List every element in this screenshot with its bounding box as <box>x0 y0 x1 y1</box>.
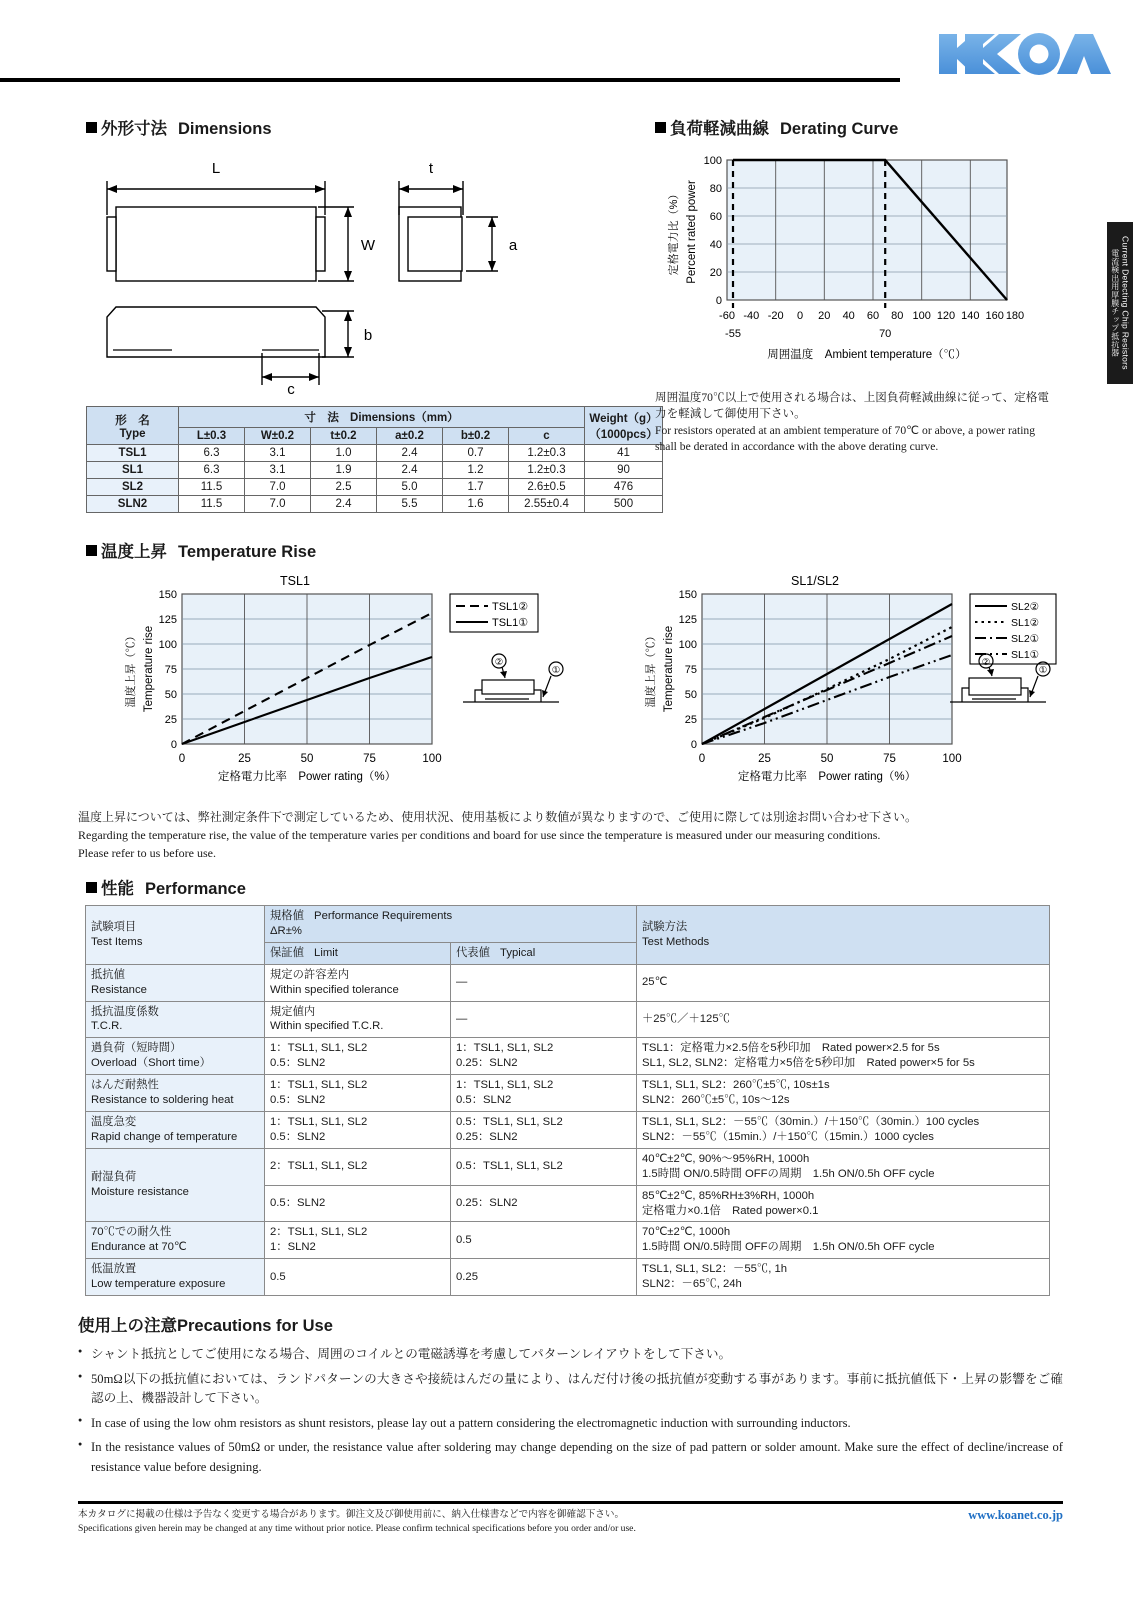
cell-method: TSL1, SL1, SL2：－55℃, 1h SLN2：－65℃, 24h <box>637 1259 1050 1296</box>
svg-text:-40: -40 <box>743 310 760 322</box>
precautions-title-en: Precautions for Use <box>177 1317 333 1335</box>
svg-text:100: 100 <box>942 753 962 765</box>
cell-method: 85℃±2℃, 85%RH±3%RH, 1000h 定格電力×0.1倍 Rated power×0.1 <box>637 1185 1050 1222</box>
svg-text:80: 80 <box>709 183 722 195</box>
perf-col-test-methods: 試験方法 Test Methods <box>637 906 1050 965</box>
svg-text:160: 160 <box>985 310 1004 322</box>
tsl1-ylabel-jp: 温度上昇（℃） <box>125 630 137 708</box>
col-type: 形 名 Type <box>87 407 179 445</box>
cell-a: 2.4 <box>377 445 443 462</box>
cell-W: 7.0 <box>245 479 311 496</box>
table-row <box>87 479 663 496</box>
col-weight: Weight（g） （1000pcs） <box>585 407 663 445</box>
tsl1-xlabel: 定格電力比率 Power rating（%） <box>217 771 397 783</box>
cell-type: TSL1 <box>87 445 179 462</box>
cell-typical: 0.25 <box>451 1259 637 1296</box>
svg-text:0: 0 <box>715 295 722 307</box>
svg-text:TSL1②: TSL1② <box>492 601 529 613</box>
cell-test-item: はんだ耐熱性 Resistance to soldering heat <box>86 1075 265 1112</box>
cell-b: 0.7 <box>443 445 509 462</box>
cell-type: SL2 <box>87 479 179 496</box>
dimensions-title-en: Dimensions <box>178 120 272 138</box>
table-row <box>86 1075 1050 1112</box>
cell-a: 2.4 <box>377 462 443 479</box>
chart-title-tsl1: TSL1 <box>280 574 310 588</box>
svg-text:25: 25 <box>758 753 771 765</box>
cell-t: 1.0 <box>311 445 377 462</box>
cell-limit: 規定の許容差内 Within specified tolerance <box>265 964 451 1001</box>
table-row <box>86 1001 1050 1038</box>
cell-weight: 90 <box>585 462 663 479</box>
section-title-dimensions <box>86 115 272 139</box>
svg-text:-60: -60 <box>719 310 735 322</box>
cell-limit: 1：TSL1, SL1, SL2 0.5：SLN2 <box>265 1111 451 1148</box>
cell-method: TSL1, SL1, SL2：－55℃（30min.）/＋150℃（30min.）100 cycles SLN2：－55℃（15min.）/＋150℃（15min.）1000 cycles <box>637 1111 1050 1148</box>
cell-W: 3.1 <box>245 445 311 462</box>
derating-chart <box>655 142 1035 372</box>
table-row <box>86 964 1050 1001</box>
cell-method: 70℃±2℃, 1000h 1.5時間 ON/0.5時間 OFFの周期 1.5h ON/0.5h OFF cycle <box>637 1222 1050 1259</box>
side-tab-jp: 電流検出用厚膜チップ抵抗器 <box>1110 249 1120 357</box>
svg-text:②: ② <box>494 657 504 668</box>
footer-text-jp: 本カタログに掲載の仕様は予告なく変更する場合があります。御注文及び御使用前に、納入仕様書などで内容を御確認下さい。 <box>78 1509 625 1520</box>
svg-text:100: 100 <box>158 639 177 651</box>
performance-title-en: Performance <box>145 880 246 898</box>
cell-L: 11.5 <box>179 479 245 496</box>
table-row <box>86 1259 1050 1296</box>
table-header-row <box>87 407 663 428</box>
svg-text:75: 75 <box>883 753 896 765</box>
derating-note-jp: 周囲温度70℃以上で使用される場合は、上図負荷軽減曲線に従って、定格電力を軽減して御使用下さい。 <box>655 391 1049 421</box>
cell-weight: 476 <box>585 479 663 496</box>
cell-c: 1.2±0.3 <box>509 462 585 479</box>
cell-weight: 500 <box>585 496 663 513</box>
tsl1-legend <box>450 594 538 632</box>
precautions-title-jp: 使用上の注意 <box>78 1317 177 1335</box>
col-L: L±0.3 <box>179 428 245 445</box>
sl1sl2-ylabel-jp: 温度上昇（℃） <box>645 630 657 708</box>
footer-rule <box>78 1501 1063 1504</box>
svg-text:①: ① <box>1038 665 1048 676</box>
svg-text:80: 80 <box>891 310 904 322</box>
chart-title-sl1sl2: SL1/SL2 <box>791 574 839 588</box>
svg-text:②: ② <box>981 657 991 668</box>
svg-text:120: 120 <box>936 310 956 322</box>
cell-test-item: 過負荷（短時間） Overload（Short time） <box>86 1038 265 1075</box>
performance-title-jp: 性能 <box>101 880 134 898</box>
temp-rise-note-en2: Please refer to us before use. <box>78 846 216 860</box>
cell-limit: 1：TSL1, SL1, SL2 0.5：SLN2 <box>265 1038 451 1075</box>
cell-typical: 0.25：SLN2 <box>451 1185 637 1222</box>
precaution-item: ● シャント抵抗としてご使用になる場合、周囲のコイルとの電磁誘導を考慮してパターンレイアウトをして下さい。 <box>78 1345 1063 1365</box>
cell-method: ＋25℃／＋125℃ <box>637 1001 1050 1038</box>
dim-label-W: W <box>360 237 376 254</box>
svg-text:50: 50 <box>820 753 834 765</box>
cell-t: 2.4 <box>311 496 377 513</box>
tsl1-ylabel-en: Temperature rise <box>143 625 155 713</box>
cell-W: 7.0 <box>245 496 311 513</box>
cell-method: TSL1, SL1, SL2：260℃±5℃, 10s±1s SLN2：260℃±5℃, 10s〜12s <box>637 1075 1050 1112</box>
cell-typical: — <box>451 964 637 1001</box>
temp-rise-note-jp: 温度上昇については、弊社測定条件下で測定しているため、使用状況、使用基板により数値が異なりますので、ご使用に際しては別途お問い合わせ下さい。 <box>78 810 918 824</box>
cell-test-item: 低温放置 Low temperature exposure <box>86 1259 265 1296</box>
bullet-square-icon <box>86 882 97 893</box>
performance-table <box>85 905 1050 1296</box>
svg-text:100: 100 <box>422 753 442 765</box>
svg-text:SL2②: SL2② <box>1011 601 1040 613</box>
col-a: a±0.2 <box>377 428 443 445</box>
svg-text:0: 0 <box>690 739 697 751</box>
precautions-section <box>78 1312 1063 1482</box>
table-row <box>87 462 663 479</box>
cell-type: SLN2 <box>87 496 179 513</box>
cell-b: 1.7 <box>443 479 509 496</box>
col-dimensions-group: 寸 法 Dimensions（mm） <box>179 407 585 428</box>
svg-text:20: 20 <box>709 267 722 279</box>
cell-b: 1.2 <box>443 462 509 479</box>
cell-c: 2.6±0.5 <box>509 479 585 496</box>
svg-text:0: 0 <box>796 310 804 322</box>
side-tab <box>1107 222 1133 384</box>
derating-ylabel-jp: 定格電力比（%） <box>668 188 680 276</box>
cell-a: 5.5 <box>377 496 443 513</box>
cell-method: TSL1：定格電力×2.5倍を5秒印加 Rated power×2.5 for 5s SL1, SL2, SLN2：定格電力×5倍を5秒印加 Rated power×5 for 5s <box>637 1038 1050 1075</box>
svg-text:150: 150 <box>158 589 177 601</box>
svg-text:0: 0 <box>178 753 186 765</box>
svg-text:100: 100 <box>703 155 722 167</box>
svg-text:70: 70 <box>879 328 892 340</box>
section-title-derating <box>655 115 898 139</box>
precaution-item: ● In case of using the low ohm resistors as shunt resistors, please lay out a pattern considering the electromagnetic induction with surrounding inductors. <box>78 1414 1063 1434</box>
svg-text:40: 40 <box>709 239 722 251</box>
col-c: c <box>509 428 585 445</box>
svg-text:125: 125 <box>678 614 697 626</box>
cell-typical: 0.5：TSL1, SL1, SL2 <box>451 1148 637 1185</box>
col-t: t±0.2 <box>311 428 377 445</box>
section-title-performance <box>86 875 246 899</box>
dim-label-a: a <box>508 237 518 254</box>
derating-title-jp: 負荷軽減曲線 <box>670 120 769 138</box>
cell-b: 1.6 <box>443 496 509 513</box>
footer-url[interactable]: www.koanet.co.jp <box>968 1508 1063 1522</box>
tsl1-package-callout <box>455 652 570 712</box>
footer <box>78 1508 1063 1537</box>
bullet-square-icon <box>655 122 666 133</box>
svg-text:SL1①: SL1① <box>1011 649 1040 661</box>
bullet-square-icon <box>86 545 97 556</box>
cell-limit: 規定値内 Within specified T.C.R. <box>265 1001 451 1038</box>
svg-text:60: 60 <box>709 211 722 223</box>
cell-t: 2.5 <box>311 479 377 496</box>
sl1sl2-ylabel-en: Temperature rise <box>663 625 675 713</box>
cell-typical: — <box>451 1001 637 1038</box>
table-row <box>86 1038 1050 1075</box>
cell-type: SL1 <box>87 462 179 479</box>
cell-L: 6.3 <box>179 462 245 479</box>
cell-limit: 1：TSL1, SL1, SL2 0.5：SLN2 <box>265 1075 451 1112</box>
svg-text:40: 40 <box>842 310 855 322</box>
cell-c: 1.2±0.3 <box>509 445 585 462</box>
perf-col-typical: 代表値 Typical <box>451 942 637 964</box>
cell-a: 5.0 <box>377 479 443 496</box>
svg-text:25: 25 <box>238 753 251 765</box>
cell-limit: 0.5 <box>265 1259 451 1296</box>
precautions-list <box>78 1345 1063 1477</box>
svg-text:100: 100 <box>912 310 931 322</box>
precaution-item: ● In the resistance values of 50mΩ or under, the resistance value after soldering may change depending on the size of pad pattern or solder amount. Make sure the effect of decline/increase of resistance value before designing. <box>78 1438 1063 1477</box>
koa-logo <box>935 28 1111 80</box>
derating-ylabel-en: Percent rated power <box>686 180 698 284</box>
cell-limit: 0.5：SLN2 <box>265 1185 451 1222</box>
cell-test-item: 耐湿負荷 Moisture resistance <box>86 1148 265 1222</box>
svg-text:75: 75 <box>684 664 697 676</box>
svg-text:SL2①: SL2① <box>1011 633 1040 645</box>
col-b: b±0.2 <box>443 428 509 445</box>
svg-text:50: 50 <box>684 689 697 701</box>
cell-typical: 1：TSL1, SL1, SL2 0.25：SLN2 <box>451 1038 637 1075</box>
svg-text:180: 180 <box>1005 310 1025 322</box>
svg-text:0: 0 <box>170 739 177 751</box>
derating-note-en: For resistors operated at an ambient temperature of 70℃ or above, a power rating shall be derated in accordance with the above derating curve. <box>655 423 1036 454</box>
cell-limit: 2：TSL1, SL1, SL2 1：SLN2 <box>265 1222 451 1259</box>
svg-text:50: 50 <box>164 689 177 701</box>
cell-test-item: 温度急変 Rapid change of temperature <box>86 1111 265 1148</box>
svg-text:125: 125 <box>158 614 177 626</box>
header-rule <box>0 78 900 82</box>
svg-text:50: 50 <box>300 753 314 765</box>
dim-label-b: b <box>363 327 373 344</box>
table-row <box>86 1111 1050 1148</box>
svg-text:20: 20 <box>818 310 831 322</box>
dimensions-title-jp: 外形寸法 <box>101 120 167 138</box>
svg-text:25: 25 <box>164 714 177 726</box>
dim-label-L: L <box>211 160 221 177</box>
cell-test-item: 抵抗値 Resistance <box>86 964 265 1001</box>
svg-text:75: 75 <box>164 664 177 676</box>
cell-t: 1.9 <box>311 462 377 479</box>
cell-typical: 1：TSL1, SL1, SL2 0.5：SLN2 <box>451 1075 637 1112</box>
svg-text:75: 75 <box>363 753 376 765</box>
bullet-square-icon <box>86 122 97 133</box>
svg-text:100: 100 <box>678 639 697 651</box>
section-title-temp-rise <box>86 538 316 562</box>
derating-note <box>655 390 1055 456</box>
cell-c: 2.55±0.4 <box>509 496 585 513</box>
svg-text:0: 0 <box>698 753 706 765</box>
sl1sl2-xlabel: 定格電力比率 Power rating（%） <box>737 771 917 783</box>
cell-typical: 0.5：TSL1, SL1, SL2 0.25：SLN2 <box>451 1111 637 1148</box>
dimensions-table <box>86 406 663 513</box>
svg-text:60: 60 <box>866 310 880 322</box>
cell-method: 25℃ <box>637 964 1050 1001</box>
cell-method: 40℃±2℃, 90%〜95%RH, 1000h 1.5時間 ON/0.5時間 OFFの周期 1.5h ON/0.5h OFF cycle <box>637 1148 1050 1185</box>
cell-typical: 0.5 <box>451 1222 637 1259</box>
svg-text:25: 25 <box>684 714 697 726</box>
derating-xlabel: 周囲温度 Ambient temperature（℃） <box>767 349 967 361</box>
dimensions-drawing <box>86 145 646 395</box>
precaution-item: ● 50mΩ以下の抵抗値においては、ランドパターンの大きさや接続はんだの量により、はんだ付け後の抵抗値が変動する事があります。事前に抵抗値低下・上昇の影響をご確認の上、機器設計して下さい。 <box>78 1370 1063 1409</box>
table-row <box>86 1148 1050 1185</box>
dim-label-t: t <box>428 160 434 177</box>
cell-L: 11.5 <box>179 496 245 513</box>
temp-rise-title-en: Temperature Rise <box>178 543 317 561</box>
cell-W: 3.1 <box>245 462 311 479</box>
table-row <box>86 1222 1050 1259</box>
perf-col-requirements: 規格値 Performance Requirements ΔR±% <box>265 906 637 943</box>
cell-weight: 41 <box>585 445 663 462</box>
temp-rise-note-en1: Regarding the temperature rise, the value of the temperature varies per conditions and board for use since the temperature is measured under our measuring conditions. <box>78 828 881 842</box>
svg-text:-55: -55 <box>725 328 741 340</box>
table-row <box>87 445 663 462</box>
cell-L: 6.3 <box>179 445 245 462</box>
section-title-precautions <box>78 1312 1063 1336</box>
derating-title-en: Derating Curve <box>780 120 899 138</box>
perf-header-row-1 <box>86 906 1050 943</box>
footer-text <box>78 1508 636 1537</box>
dim-label-c: c <box>287 381 295 395</box>
perf-col-test-items: 試験項目 Test Items <box>86 906 265 965</box>
col-W: W±0.2 <box>245 428 311 445</box>
perf-col-limit: 保証値 Limit <box>265 942 451 964</box>
table-row <box>87 496 663 513</box>
side-tab-en: Current Detecting Chip Resistors <box>1120 236 1131 370</box>
svg-text:SL1②: SL1② <box>1011 617 1040 629</box>
temp-rise-note <box>78 808 1058 862</box>
cell-test-item: 70℃での耐久性 Endurance at 70℃ <box>86 1222 265 1259</box>
cell-test-item: 抵抗温度係数 T.C.R. <box>86 1001 265 1038</box>
cell-limit: 2：TSL1, SL1, SL2 <box>265 1148 451 1185</box>
svg-text:TSL1①: TSL1① <box>492 617 529 629</box>
svg-text:-20: -20 <box>767 310 784 322</box>
svg-text:140: 140 <box>961 310 980 322</box>
svg-text:①: ① <box>551 665 561 676</box>
svg-text:150: 150 <box>678 589 697 601</box>
footer-text-en: Specifications given herein may be changed at any time without prior notice. Please confirm technical specifications before you order and/or use. <box>78 1523 636 1535</box>
sl-package-callout <box>942 652 1057 712</box>
temp-rise-title-jp: 温度上昇 <box>101 543 167 561</box>
